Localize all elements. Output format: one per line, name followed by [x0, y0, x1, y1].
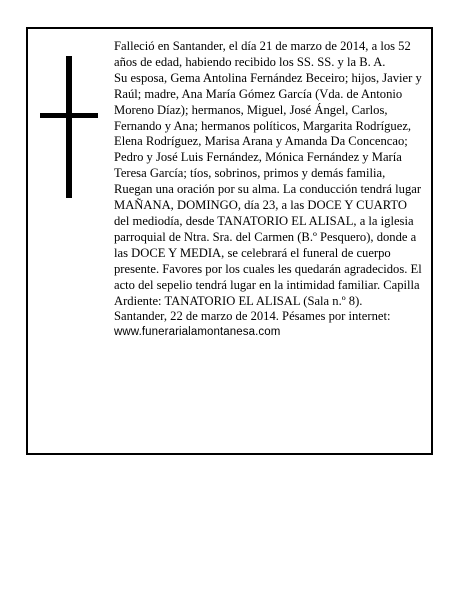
- obituary-notice: [26, 27, 433, 455]
- closing-line: Santander, 22 de marzo de 2014. Pésames por internet:: [114, 309, 391, 324]
- funeral-details: Ruegan una oración por su alma. La conducción tendrá lugar MAÑANA, DOMINGO, día 23, a las DOCE Y CUARTO del mediodía, desde TANATORIO EL ALISAL, a la iglesia parroquial de Ntra. Sra. del Carmen (B.º Pesquero), donde a las DOCE Y MEDIA, se celebrará el funeral de cuerpo presente. Favores por los cuales les quedarán agradecidos. El acto del sepelio tendrá lugar en la intimidad familiar. Capilla Ardiente: TANATORIO EL ALISAL (Sala n.º 8).: [114, 182, 422, 308]
- cross-horizontal-bar: [40, 113, 98, 118]
- death-statement: Falleció en Santander, el día 21 de marzo de 2014, a los 52 años de edad, habiendo recibido los SS. SS. y la B. A.: [114, 39, 411, 69]
- cross-icon: [40, 56, 98, 198]
- website-link: www.funerarialamontanesa.com: [114, 326, 281, 339]
- family-list: Su esposa, Gema Antolina Fernández Beceiro; hijos, Javier y Raúl; madre, Ana María Gómez García (Vda. de Antonio Moreno Díaz); hermanos, Miguel, José Ángel, Carlos, Fernando y Ana; hermanos políticos, Margarita Rodríguez, Elena Rodríguez, Marisa Arana y Amanda Da Concencao; Pedro y José Luis Fernández, Mónica Fernández y María Teresa García; tíos, sobrinos, primos y demás familia,: [114, 70, 422, 181]
- cross-vertical-bar: [66, 56, 72, 198]
- notice-text: [114, 39, 424, 341]
